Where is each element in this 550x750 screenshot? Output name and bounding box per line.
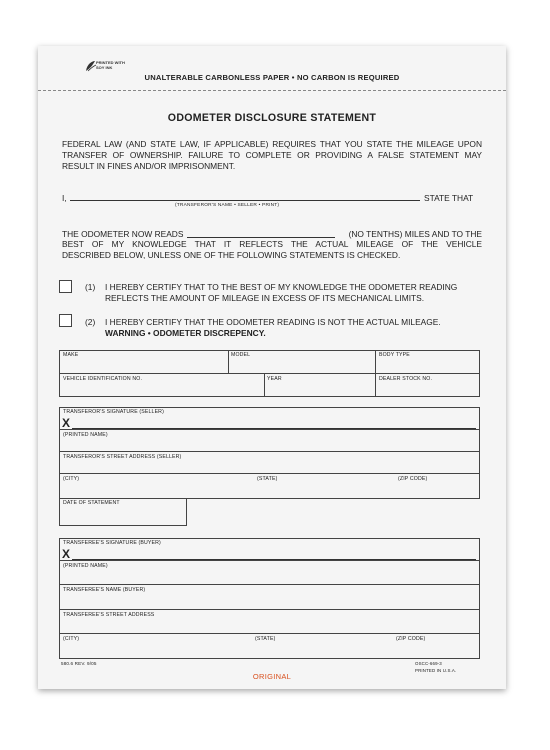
divider (59, 473, 480, 474)
buyer-street-field[interactable]: TRANSFEREE'S STREET ADDRESS (63, 612, 155, 618)
year-field[interactable]: YEAR (267, 376, 282, 382)
intro-line-1: FEDERAL LAW (AND STATE LAW, IF APPLICABLE) REQUIRES THAT YOU STATE THE MILEAGE UPON (62, 139, 482, 149)
carbonless-banner: UNALTERABLE CARBONLESS PAPER • NO CARBON IS REQUIRED (144, 73, 400, 82)
divider (59, 633, 480, 634)
seller-printed-name-field[interactable]: (PRINTED NAME) (63, 432, 108, 438)
form-title: ODOMETER DISCLOSURE STATEMENT (167, 112, 377, 124)
vin-field[interactable]: VEHICLE IDENTIFICATION NO. (63, 376, 143, 382)
divider (264, 373, 265, 397)
body-type-field[interactable]: BODY TYPE (379, 352, 410, 358)
transferor-name-field[interactable] (70, 191, 420, 201)
intro-line-2: TRANSFER OF OWNERSHIP. FAILURE TO COMPLETE OR PROVIDING A FALSE STATEMENT MAY (62, 150, 482, 160)
no-tenths-label: (NO TENTHS) MILES AND TO THE (348, 229, 482, 239)
make-field[interactable]: MAKE (63, 352, 79, 358)
mileage-field[interactable] (187, 227, 335, 238)
option-2-number: (2) (85, 317, 96, 327)
divider (375, 350, 376, 397)
buyer-state-field[interactable]: (STATE) (255, 636, 276, 642)
option-2-checkbox[interactable] (59, 314, 72, 327)
transferor-name-caption: (TRANSFEROR'S NAME • SELLER • PRINT) (175, 203, 280, 208)
buyer-name-field[interactable]: TRANSFEREE'S NAME (BUYER) (63, 587, 146, 593)
seller-city-field[interactable]: (CITY) (63, 476, 80, 482)
printed-in-usa: PRINTED IN U.S.A. (415, 668, 457, 673)
divider (228, 350, 229, 373)
option-2-line-1: I HEREBY CERTIFY THAT THE ODOMETER READING IS NOT THE ACTUAL MILEAGE. (105, 317, 441, 327)
soy-ink-text: PRINTED WITH SOY INK (96, 60, 125, 70)
buyer-city-field[interactable]: (CITY) (63, 636, 80, 642)
seller-street-field[interactable]: TRANSFEROR'S STREET ADDRESS (SELLER) (63, 454, 182, 460)
option-1-line-1: I HEREBY CERTIFY THAT TO THE BEST OF MY KNOWLEDGE THE ODOMETER READING (105, 282, 458, 292)
seller-zip-field[interactable]: (ZIP CODE) (398, 476, 428, 482)
date-of-statement-label: DATE OF STATEMENT (63, 500, 120, 506)
reads-line-3: DESCRIBED BELOW, UNLESS ONE OF THE FOLLOWING STATEMENTS IS CHECKED. (62, 250, 401, 260)
perforation-line (38, 90, 506, 91)
option-1-line-2: REFLECTS THE AMOUNT OF MILEAGE IN EXCESS OF ITS MECHANICAL LIMITS. (105, 293, 425, 303)
option-2-warning: WARNING • ODOMETER DISCREPENCY. (105, 328, 266, 338)
divider (59, 451, 480, 452)
option-1-number: (1) (85, 282, 96, 292)
divider (59, 429, 480, 430)
seller-signature-label: TRANSFEROR'S SIGNATURE (SELLER) (63, 409, 164, 415)
divider (59, 560, 480, 561)
dealer-stock-field[interactable]: DEALER STOCK NO. (379, 376, 433, 382)
reads-line-2: BEST OF MY KNOWLEDGE THAT IT REFLECTS THE ACTUAL MILEAGE OF THE VEHICLE (62, 239, 482, 249)
buyer-signature-field[interactable] (72, 550, 476, 560)
model-field[interactable]: MODEL (231, 352, 251, 358)
form-number: 580.6 REV. 9/05 (61, 661, 97, 666)
state-that-label: STATE THAT (424, 193, 474, 203)
form-sheet (38, 46, 506, 689)
buyer-signature-label: TRANSFEREE'S SIGNATURE (BUYER) (63, 540, 161, 546)
divider (59, 584, 480, 585)
original-copy-label: ORIGINAL (252, 672, 292, 681)
option-1-checkbox[interactable] (59, 280, 72, 293)
odometer-reads-label: THE ODOMETER NOW READS (62, 229, 184, 239)
seller-x-mark: X (62, 416, 71, 430)
seller-signature-field[interactable] (72, 419, 476, 429)
buyer-printed-name-field[interactable]: (PRINTED NAME) (63, 563, 108, 569)
intro-line-3: RESULT IN FINES AND/OR IMPRISONMENT. (62, 161, 236, 171)
seller-state-field[interactable]: (STATE) (257, 476, 278, 482)
buyer-x-mark: X (62, 547, 71, 561)
buyer-zip-field[interactable]: (ZIP CODE) (396, 636, 426, 642)
i-label: I, (62, 193, 67, 203)
form-code: OSCC-669-3 (415, 661, 442, 666)
vehicle-row-divider (59, 373, 480, 374)
divider (59, 609, 480, 610)
